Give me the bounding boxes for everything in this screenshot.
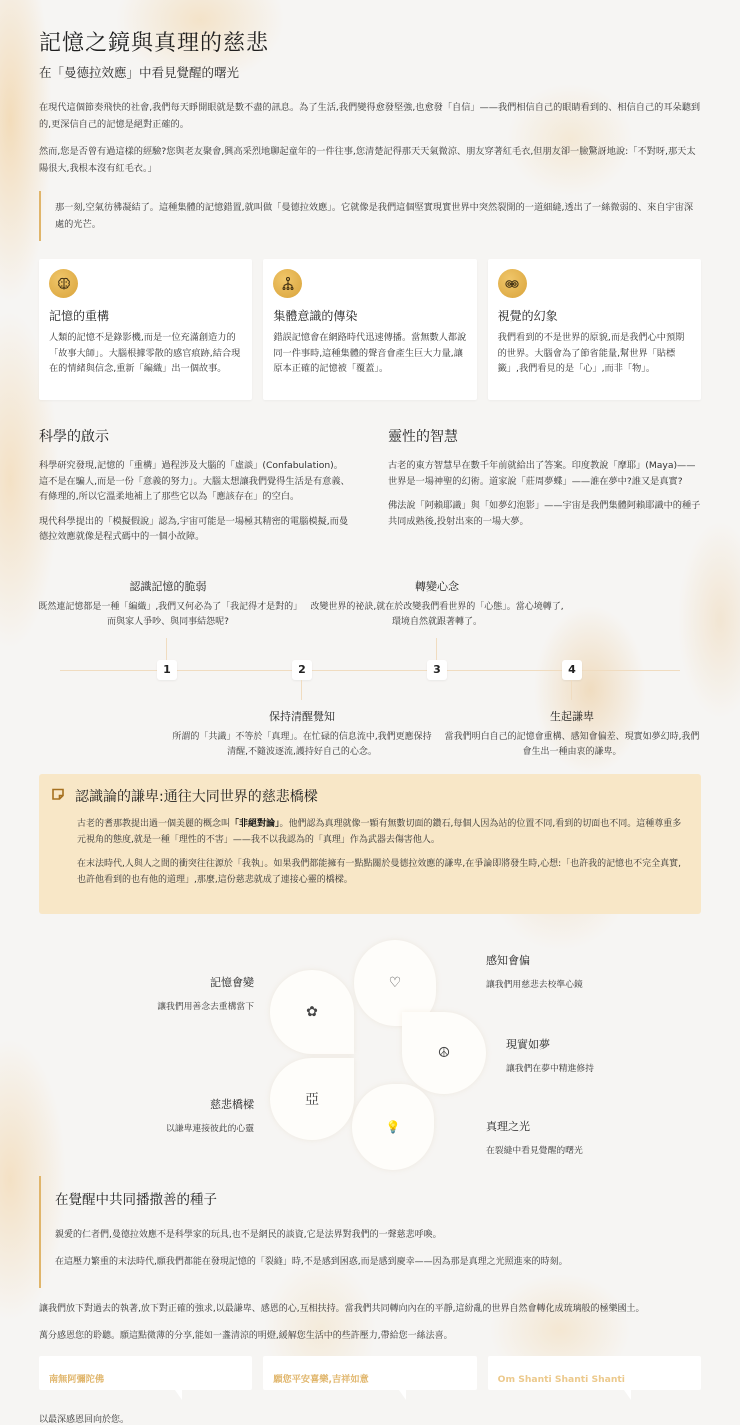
closing-section [39, 1176, 701, 1288]
label-text: 讓我們用慈悲去校準心鏡 [486, 979, 583, 990]
callout-paragraph: 在末法時代,人與人之間的衝突往往源於「我執」。如果我們都能擁有一點點關於曼德拉效應的謙卑,在爭論即將發生時,心想:「也許我的記憶也不完全真實,也許他看到的也有他的道理」,那麼,這份慈悲就成了連接心靈的橋樑。 [77, 858, 681, 885]
network-icon [273, 269, 302, 298]
flower-label-reality [506, 1036, 594, 1074]
science-paragraph: 科學研究發現,記憶的「重構」過程涉及大腦的「虛談」(Confabulation)。這不是在騙人,而是一份「意義的努力」。大腦太想讓我們覺得生活是有意義、有條理的,所以它溫柔地補上了那些它以為「應該存在」的空白。 [39, 460, 350, 502]
lightbulb-icon: 💡 [385, 1119, 401, 1134]
step-title: 保持清醒覺知 [269, 709, 335, 723]
label-text: 讓我們用善念去重構當下 [157, 1001, 254, 1012]
step-text: 所謂的「共識」不等於「真理」。在忙碌的信息流中,我們更應保持清醒,不隨波逐流,護持好自己的心念。 [172, 731, 432, 757]
closing-paragraph: 親愛的仁者們,曼德拉效應不是科學家的玩具,也不是網民的談資,它是法界對我們的一聲慈悲呼喚。 [55, 1229, 442, 1240]
flower-label-memory [157, 974, 254, 1012]
blessing-bubbles [39, 1356, 701, 1390]
timeline-step-3 [307, 578, 567, 630]
step-text: 當我們明白自己的記憶會重構、感知會偏差、現實如夢幻時,我們會生出一種由衷的謙卑。 [444, 731, 700, 757]
label-title: 感知會偏 [486, 953, 530, 967]
spiritual-paragraph: 佛法說「阿賴耶識」與「如夢幻泡影」——宇宙是我們集體阿賴耶識中的種子共同成熟後,投射出來的一場大夢。 [388, 500, 701, 527]
callout-text: 古老的耆那教提出過一個美麗的概念叫 [77, 818, 231, 829]
flower-icon: ✿ [306, 1003, 318, 1020]
blessing-text: 南無阿彌陀佛 [49, 1373, 105, 1385]
timeline-connector [436, 638, 437, 660]
feature-card [39, 259, 252, 400]
step-text: 既然連記憶都是一種「編織」,我們又何必為了「我記得才是對的」而與家人爭吵、與同事結怨呢? [38, 601, 298, 627]
feature-card [263, 259, 476, 400]
blessing-bubble [488, 1356, 701, 1390]
callout-paragraph [51, 816, 685, 848]
step-title: 認識記憶的脆弱 [129, 579, 207, 593]
intro-paragraph: 在現代這個節奏飛快的社會,我們每天睜開眼就是數不盡的訊息。為了生活,我們變得愈發堅強,也愈發「自信」——我們相信自己的眼睛看到的、相信自己的耳朵聽到的,更深信自己的記憶是絕對正確的。 [39, 102, 701, 130]
spiritual-column [388, 422, 701, 554]
petal-truth [352, 1084, 434, 1170]
timeline-connector [166, 638, 167, 660]
science-paragraph: 現代科學提出的「模擬假說」認為,宇宙可能是一場極其精密的電腦模擬,而曼德拉效應就像是程式碼中的一個小故障。 [39, 515, 349, 542]
blessing-bubble [39, 1356, 252, 1390]
timeline-connector [571, 680, 572, 700]
final-paragraph: 萬分感恩您的聆聽。願這點微薄的分享,能如一盞清涼的明燈,緩解您生活中的些許壓力,帶給您一絲法喜。 [39, 1330, 453, 1341]
card-text: 人類的記憶不是錄影機,而是一位充滿創造力的「故事大師」。大腦根據零散的感官痕跡,結合現在的情緒與信念,重新「編織」出一個故事。 [49, 332, 241, 374]
note-icon [51, 786, 65, 805]
label-text: 在裂縫中看見覺醒的曙光 [486, 1145, 583, 1156]
label-text: 以謙卑連接彼此的心靈 [166, 1123, 254, 1134]
label-title: 現實如夢 [506, 1037, 550, 1051]
blessing-text: 願您平安喜樂,吉祥如意 [273, 1373, 369, 1385]
intro-quote: 那一刻,空氣彷彿凝結了。這種集體的記憶錯置,就叫做「曼德拉效應」。它就像是我們這個堅實現實世界中突然裂開的一道細縫,透出了一絲微弱的、來自宇宙深處的光芒。 [39, 191, 701, 241]
page-title: 記憶之鏡與真理的慈悲 [39, 31, 270, 56]
step-number: 2 [292, 660, 312, 680]
callout-header [51, 786, 685, 806]
timeline-step-1 [38, 578, 298, 630]
step-number: 4 [562, 660, 582, 680]
peace-icon: ☮ [437, 1044, 451, 1061]
timeline-step-4 [442, 708, 702, 760]
timeline-line [60, 670, 680, 671]
page-subtitle: 在「曼德拉效應」中看見覺醒的曙光 [39, 65, 240, 80]
feature-cards [39, 259, 701, 400]
intro-paragraph: 然而,您是否曾有過這樣的經驗?您與老友聚會,興高采烈地聊起童年的一件往事,您清楚記得那天天氣微涼、朋友穿著紅毛衣,但朋友卻一臉驚訝地說:「不對呀,那天太陽很大,我根本沒有紅毛衣。」 [39, 146, 696, 174]
bridge-icon: 亞 [305, 1091, 319, 1108]
card-title: 記憶的重構 [49, 309, 110, 323]
step-text: 改變世界的祕訣,就在於改變我們看世界的「心態」。當心境轉了,環境自然就跟著轉了。 [310, 601, 564, 627]
spiritual-paragraph: 古老的東方智慧早在數千年前就給出了答案。印度教說「摩耶」(Maya)——世界是一場神聖的幻術。道家說「莊周夢蝶」——誰在夢中?誰又是真實? [388, 460, 696, 487]
closing-title: 在覺醒中共同播撒善的種子 [55, 1191, 217, 1208]
card-title: 視覺的幻象 [497, 309, 558, 323]
signoff: 以最深感恩回向於您。 [39, 1414, 130, 1425]
final-paragraph: 讓我們放下對過去的執著,放下對正確的強求,以最謙卑、感恩的心,互相扶持。當我們共同轉向內在的平靜,這紛亂的世界自然會轉化成琉璃般的極樂國土。 [39, 1303, 645, 1314]
perspectives-section [39, 422, 701, 554]
label-text: 讓我們在夢中精進修持 [506, 1063, 594, 1074]
petal-memory [270, 970, 354, 1054]
epistemic-humility-callout [39, 774, 701, 914]
card-text: 我們看到的不是世界的原貌,而是我們心中預期的世界。大腦會為了節省能量,幫世界「貼標籤」,我們看見的是「心」,而非「物」。 [497, 332, 685, 374]
timeline [0, 568, 740, 768]
blessing-text: Om Shanti Shanti Shanti [497, 1373, 625, 1385]
step-title: 生起謙卑 [550, 709, 594, 723]
step-number: 1 [157, 660, 177, 680]
heart-icon: ♡ [388, 974, 402, 991]
science-column [39, 422, 352, 554]
callout-emphasis: 「非絕對論」 [230, 818, 280, 829]
card-text: 錯誤記憶會在網路時代迅速傳播。當無數人都說同一件事時,這種集體的聲音會產生巨大力量,讓原本正確的記憶被「覆蓋」。 [273, 332, 467, 374]
label-title: 真理之光 [486, 1119, 530, 1133]
section-heading: 科學的啟示 [39, 429, 109, 445]
section-heading: 靈性的智慧 [388, 429, 458, 445]
callout-text: 。他們認為真理就像一顆有無數切面的鑽石,每個人因為站的位置不同,看到的切面也不同。這種尊重多元視角的態度,就是一種「理性的不害」——我不以我認為的「真理」作為武器去傷害他人。 [77, 818, 682, 845]
label-title: 慈悲橋樑 [210, 1097, 254, 1111]
infinity-eyes-icon [498, 269, 527, 298]
timeline-connector [301, 680, 302, 700]
final-section [39, 1302, 701, 1344]
callout-title: 認識論的謙卑:通往大同世界的慈悲橋樑 [75, 788, 318, 805]
petal-compassion [270, 1058, 354, 1140]
timeline-step-2 [172, 708, 432, 760]
label-title: 記憶會變 [210, 975, 254, 989]
flower-label-compassion [166, 1096, 254, 1134]
step-title: 轉變心念 [415, 579, 459, 593]
flower-label-truth [486, 1118, 583, 1156]
blessing-bubble [263, 1356, 476, 1390]
flower-label-perception [486, 952, 583, 990]
feature-card [488, 259, 701, 400]
petal-reality [402, 1012, 486, 1094]
closing-paragraph: 在這壓力繁重的末法時代,願我們都能在發現記憶的「裂縫」時,不是感到困惑,而是感到慶幸——因為那是真理之光照進來的時刻。 [55, 1256, 568, 1267]
flower-diagram [0, 934, 740, 1172]
card-title: 集體意識的傳染 [273, 309, 358, 323]
step-number: 3 [427, 660, 447, 680]
brain-icon [49, 269, 78, 298]
